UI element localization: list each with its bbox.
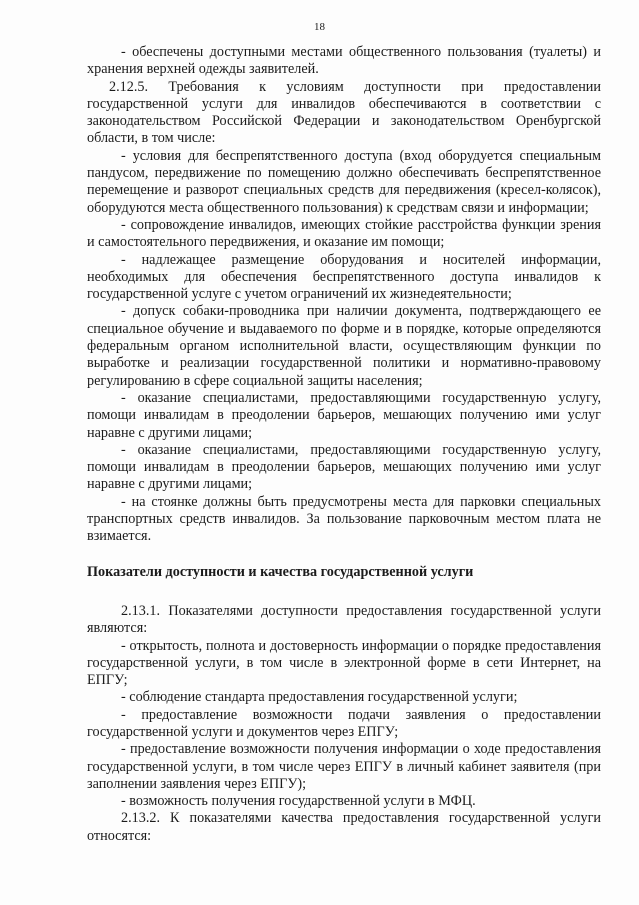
document-body	[87, 44, 601, 845]
paragraph: - предоставление возможности получения информации о ходе предоставления государственной услуги, в том числе через ЕПГУ в личный кабинет заявителя (при заполнении заявления через ЕПГУ);	[87, 741, 601, 792]
paragraph: - предоставление возможности подачи заявления о предоставлении государственной услуги и документов через ЕПГУ;	[87, 706, 601, 740]
paragraph: - оказание специалистами, предоставляющими государственную услугу, помощи инвалидам в преодолении барьеров, мешающих получению ими услуг наравне с другими лицами;	[87, 389, 601, 441]
paragraph: - возможность получения государственной услуги в МФЦ.	[121, 793, 476, 810]
page-number: 18	[314, 21, 325, 33]
paragraph: - сопровождение инвалидов, имеющих стойкие расстройства функции зрения и самостоятельного передвижения, и оказание им помощи;	[87, 216, 601, 251]
paragraph: - допуск собаки-проводника при наличии документа, подтверждающего ее специальное обучение и выдаваемого по форме и в порядке, которые определяются федеральным органом исполнительной власти, осуществляющим функции по выработке и реализации государственной политики и нормативно-правовому регулированию в сфере социальной защиты населения;	[87, 303, 601, 389]
paragraph: - обеспечены доступными местами общественного пользования (туалеты) и хранения верхней одежды заявителей.	[87, 44, 601, 78]
paragraph: 2.13.1. Показателями доступности предоставления государственной услуги являются:	[87, 602, 601, 637]
paragraph: - на стоянке должны быть предусмотрены места для парковки специальных транспортных средств инвалидов. За пользование парковочным местом плата не взимается.	[87, 493, 601, 545]
section-heading: Показатели доступности и качества государственной услуги	[87, 563, 474, 580]
paragraph: - оказание специалистами, предоставляющими государственную услугу, помощи инвалидам в преодолении барьеров, мешающих получению ими услуг наравне с другими лицами;	[87, 441, 601, 493]
paragraph: - надлежащее размещение оборудования и носителей информации, необходимых для обеспечения беспрепятственного доступа инвалидов к государственной услуге с учетом ограничений их жизнедеятельности;	[87, 251, 601, 303]
paragraph: - соблюдение стандарта предоставления государственной услуги;	[121, 689, 518, 706]
paragraph: 2.13.2. К показателями качества предоставления государственной услуги относятся:	[87, 810, 601, 844]
paragraph: 2.12.5. Требования к условиям доступности при предоставлении государственной услуги для инвалидов обеспечиваются в соответствии с законодательством Российской Федерации и законодательством Оренбургской области, в том числе:	[87, 78, 601, 147]
paragraph: - условия для беспрепятственного доступа (вход оборудуется специальным пандусом, передвижение по помещению должно обеспечивать беспрепятственное перемещение и разворот специальных средств для передвижения (кресел-колясок), оборудуются места общественного пользования) к средствам связи и информации;	[87, 147, 601, 216]
paragraph: - открытость, полнота и достоверность информации о порядке предоставления государственной услуги, в том числе в электронной форме в сети Интернет, на ЕПГУ;	[87, 637, 601, 689]
